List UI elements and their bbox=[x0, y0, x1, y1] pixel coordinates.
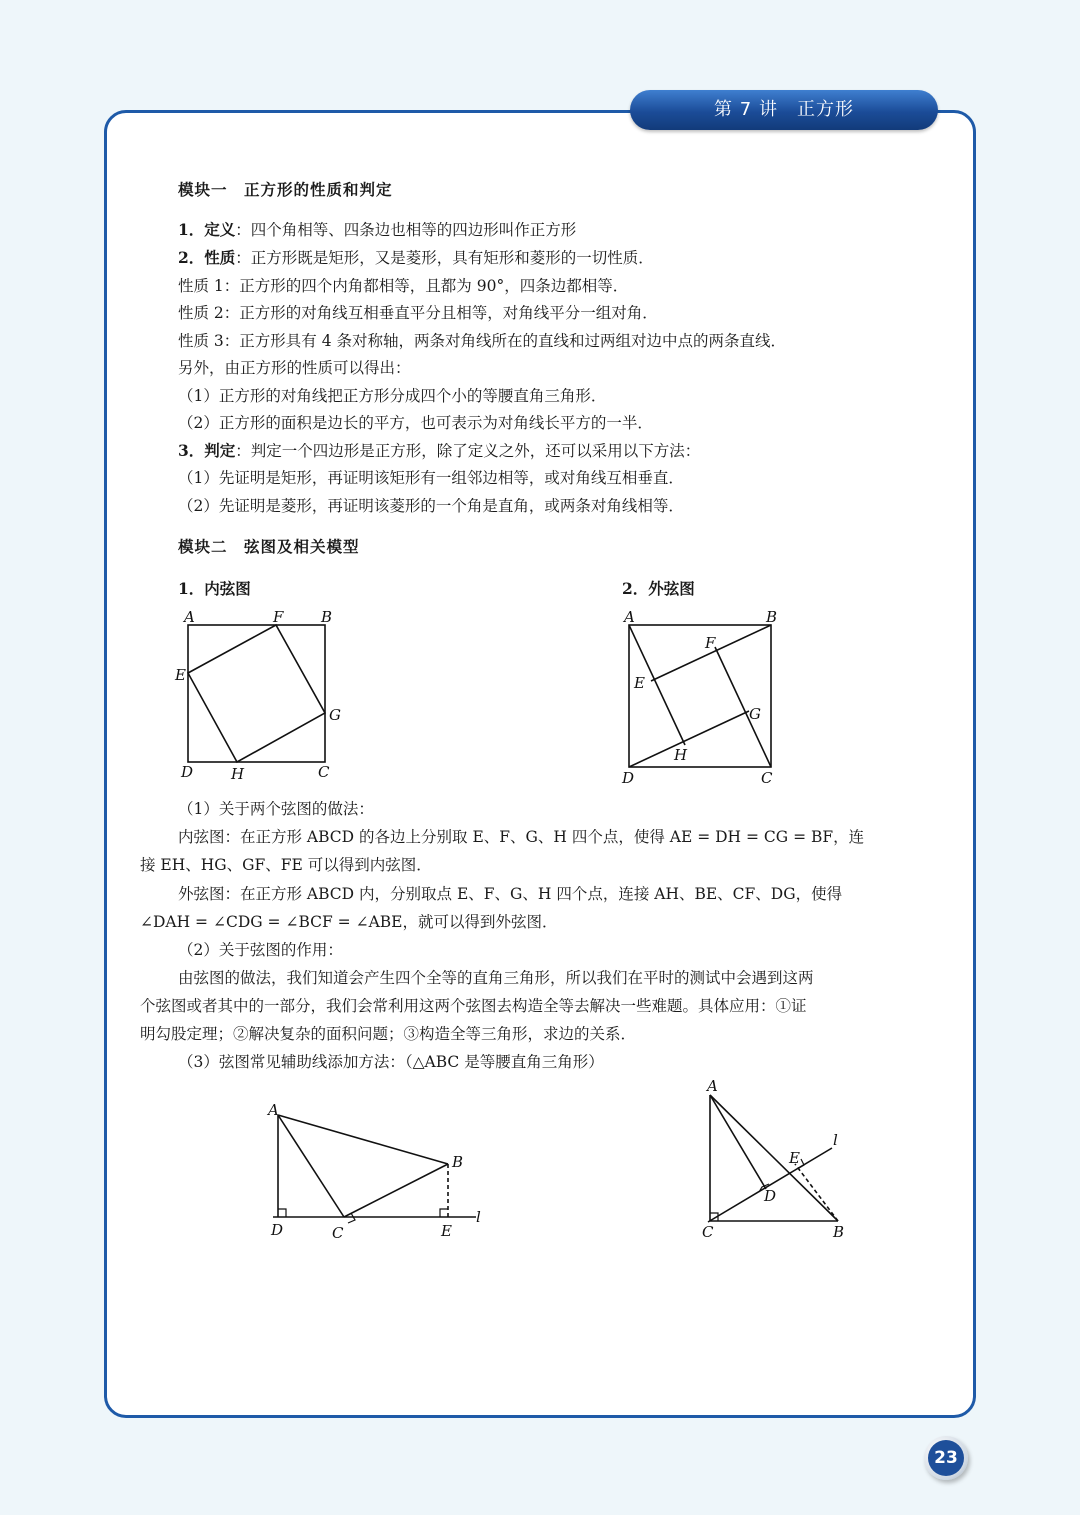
property bbox=[178, 248, 654, 268]
section-2-heading: （2）关于弦图的作用： bbox=[178, 941, 343, 959]
inner-label-h: H bbox=[231, 765, 245, 783]
aux2-label-l: l bbox=[833, 1131, 838, 1149]
outer-label-g: G bbox=[749, 705, 761, 723]
judgement-label: 3．判定 bbox=[178, 441, 236, 460]
extra-2: （2）正方形的面积是边长的平方，也可表示为对角线长平方的一半． bbox=[178, 414, 653, 432]
inner-label-a: A bbox=[184, 608, 195, 626]
usage-line1: 由弦图的做法，我们知道会产生四个全等的直角三角形，所以我们在平时的测试中会遇到这两 bbox=[178, 969, 814, 987]
extra-intro: 另外，由正方形的性质可以得出： bbox=[178, 359, 411, 377]
aux1-label-b: B bbox=[452, 1153, 464, 1171]
inner-square-abcd bbox=[188, 625, 325, 762]
property-3: 性质 3：正方形具有 4 条对称轴，两条对角线所在的直线和过两组对边中点的两条直线． bbox=[178, 332, 787, 350]
outer-label-b: B bbox=[766, 608, 778, 626]
judgement-1: （1）先证明是矩形，再证明该矩形有一组邻边相等，或对角线互相垂直． bbox=[178, 469, 684, 487]
judgement-text: ：判定一个四边形是正方形，除了定义之外，还可以采用以下方法： bbox=[235, 442, 701, 460]
aux2-label-d: D bbox=[764, 1187, 777, 1205]
aux-figure-right bbox=[690, 1075, 860, 1250]
module2-title: 模块二 弦图及相关模型 bbox=[178, 537, 360, 556]
definition-text: ：四个角相等、四条边也相等的四边形叫作正方形 bbox=[235, 221, 577, 239]
inner-label-c: C bbox=[318, 763, 330, 781]
outer-square-abcd bbox=[629, 625, 771, 767]
usage-line2: 个弦图或者其中的一部分，我们会常利用这两个弦图去构造全等去解决一些难题。具体应用：①证 bbox=[140, 997, 807, 1015]
outer-method-line2: ∠DAH = ∠CDG = ∠BCF = ∠ABE，就可以得到外弦图． bbox=[140, 913, 558, 931]
outer-chord-title: 2．外弦图 bbox=[622, 579, 695, 598]
property-text: ：正方形既是矩形，又是菱形，具有矩形和菱形的一切性质． bbox=[235, 249, 654, 267]
aux2-label-b: B bbox=[833, 1223, 845, 1241]
outer-label-f: F bbox=[705, 634, 716, 652]
aux1-label-c: C bbox=[332, 1224, 344, 1242]
aux2-label-c: C bbox=[702, 1223, 714, 1241]
aux1-label-l: l bbox=[476, 1208, 481, 1226]
property-label: 2．性质 bbox=[178, 248, 236, 267]
outer-label-c: C bbox=[761, 769, 773, 787]
outer-label-d: D bbox=[622, 769, 635, 787]
property-1: 性质 1：正方形的四个内角都相等，且都为 90°，四条边都相等． bbox=[178, 277, 629, 295]
inner-label-f: F bbox=[273, 608, 284, 626]
chapter-header: 第 7 讲 正方形 bbox=[630, 90, 938, 130]
inner-chord-title: 1．内弦图 bbox=[178, 579, 251, 598]
outer-label-e: E bbox=[634, 674, 645, 692]
inner-square-efgh bbox=[188, 625, 325, 762]
aux1-label-e: E bbox=[441, 1222, 452, 1240]
page-number: 23 bbox=[928, 1440, 964, 1476]
aux1-label-a: A bbox=[268, 1101, 279, 1119]
outer-method-line1: 外弦图：在正方形 ABCD 内，分别取点 E、F、G、H 四个点，连接 AH、BE、CF、DG，使得 bbox=[178, 885, 843, 903]
module1-title: 模块一 正方形的性质和判定 bbox=[178, 180, 393, 199]
definition-label: 1．定义 bbox=[178, 220, 236, 239]
section-3-heading: （3）弦图常见辅助线添加方法：（△ABC 是等腰直角三角形） bbox=[178, 1053, 604, 1071]
judgement-2: （2）先证明是菱形，再证明该菱形的一个角是直角，或两条对角线相等． bbox=[178, 497, 684, 515]
inner-label-d: D bbox=[181, 763, 194, 781]
definition bbox=[178, 220, 576, 240]
outer-chord-figure bbox=[615, 603, 795, 793]
inner-method-line1: 内弦图：在正方形 ABCD 的各边上分别取 E、F、G、H 四个点，使得 AE = DH = CG = BF，连 bbox=[178, 828, 865, 846]
section-1-heading: （1）关于两个弦图的做法： bbox=[178, 800, 374, 818]
inner-label-g: G bbox=[329, 706, 341, 724]
aux-figure-left bbox=[258, 1095, 498, 1245]
aux2-label-e: E bbox=[789, 1149, 800, 1167]
inner-label-e: E bbox=[175, 666, 186, 684]
judgement bbox=[178, 441, 700, 461]
aux1-label-d: D bbox=[271, 1221, 284, 1239]
inner-chord-figure bbox=[170, 603, 360, 788]
outer-label-a: A bbox=[624, 608, 635, 626]
inner-method-line2: 接 EH、HG、GF、FE 可以得到内弦图． bbox=[140, 856, 432, 874]
inner-label-b: B bbox=[321, 608, 333, 626]
page-number-badge bbox=[924, 1436, 968, 1480]
outer-label-h: H bbox=[674, 746, 688, 764]
line-l bbox=[708, 1148, 832, 1222]
aux2-label-a: A bbox=[707, 1077, 718, 1095]
usage-line3: 明勾股定理；②解决复杂的面积问题；③构造全等三角形，求边的关系． bbox=[140, 1025, 637, 1043]
property-2: 性质 2：正方形的对角线互相垂直平分且相等，对角线平分一组对角． bbox=[178, 304, 658, 322]
extra-1: （1）正方形的对角线把正方形分成四个小的等腰直角三角形． bbox=[178, 387, 607, 405]
